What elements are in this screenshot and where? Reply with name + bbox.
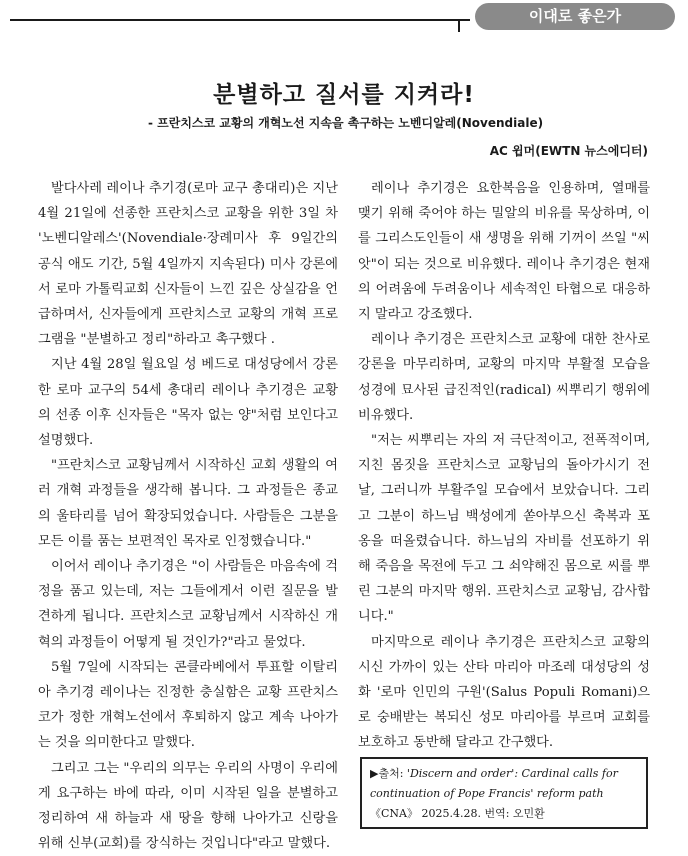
section-badge: 이대로 좋은가 (475, 3, 675, 30)
paragraph: 지난 4월 28일 월요일 성 베드로 대성당에서 강론한 로마 교구의 54세 총대리 레이나 추기경은 교황의 선종 이후 신자들은 "목자 없는 양"처럼 보인다고 설명했다. (38, 357, 338, 449)
paragraph: 그리고 그는 "우리의 의무는 우리의 사명이 우리에게 요구하는 바에 따라, 이미 시작된 일을 분별하고 정리하여 새 하늘과 새 땅을 향해 나아가고 신랑을 위해 신부(교회)를 장식하는 것입니다"라고 말했다. (38, 760, 338, 852)
paragraph: 마지막으로 레이나 추기경은 프란치스코 교황의 시신 가까이 있는 산타 마리아 마조레 대성당의 성화 '로마 인민의 구원'(Salus Populi Romani)으로 숭배받는 복되신 성모 마리아를 부르며 교회를 보호하고 동반해 달라고 간구했다. (358, 634, 650, 751)
paragraph: 발다사레 레이나 추기경(로마 교구 총대리)은 지난 4월 21일에 선종한 프란치스코 교황을 위한 3일 차 '노벤디알레스'(Novendiale·장례미사 후 9일간의 공식 애도 기간, 5월 4일까지 지속된다) 미사 강론에서 로마 가톨릭교회 신자들이 느낀 깊은 상실감을 언급하며서, 신자들에게 프란치스코 교황의 개혁 프로그램을 "분별하고 정리"하라고 촉구했다 . (38, 181, 338, 348)
source-label: ▶출처: (370, 767, 404, 780)
paragraph: 5월 7일에 시작되는 콘클라베에서 투표할 이탈리아 추기경 레이나는 진정한 충실함은 교황 프란치스코가 정한 개혁노선에서 후퇴하지 않고 계속 나아가는 것을 의미한다고 말했다. (38, 659, 338, 751)
source-date-translator: 2025.4.28. 번역: 오민환 (421, 807, 545, 820)
paragraph: "프란치스코 교황님께서 시작하신 교회 생활의 여러 개혁 과정들을 생각해 봅니다. 그 과정들은 종교의 울타리를 넘어 확장되었습니다. 사람들은 그분을 모든 이를 품는 보편적인 목자로 인정했습니다." (38, 458, 338, 549)
paragraph: 레이나 추기경은 프란치스코 교황에 대한 찬사로 강론을 마무리하며, 교황의 마지막 부활절 모습을 성경에 묘사된 급진적인(radical) 씨뿌리기 행위에 비유했다. (358, 332, 650, 423)
header-rule (10, 19, 470, 21)
paragraph: 이어서 레이나 추기경은 "이 사람들은 마음속에 걱정을 품고 있는데, 저는 그들에게서 이런 질문을 발견하게 됩니다. 프란치스코 교황님께서 시작하신 개혁의 과정들이 어떻게 될 것인가?"라고 물었다. (38, 559, 338, 650)
article-title: 분별하고 질서를 지켜라! (213, 82, 475, 108)
paragraph: "저는 씨뿌리는 자의 저 극단적이고, 전폭적이며, 지친 몸짓을 프란치스코 교황님의 돌아가시기 전날, 그러니까 부활주일 모습에서 보았습니다. 그리고 그분이 하느님 백성에게 쏟아부으신 축복과 포옹을 떠올렸습니다. 하느님의 자비를 선포하기 위해 죽음을 목전에 두고 그 쇠약해진 몸으로 씨를 뿌린 그분의 마지막 행위. 프란치스코 교황님, 감사합니다." (358, 433, 650, 625)
source-outlet: 《CNA》 (370, 807, 418, 820)
source-box (360, 757, 648, 829)
right-column (358, 176, 650, 756)
article-byline: AC 윕머(EWTN 뉴스에디터) (489, 144, 648, 158)
paragraph: 레이나 추기경은 요한복음을 인용하며, 열매를 맺기 위해 죽어야 하는 밀알의 비유를 묵상하며, 이를 그리스도인들이 새 생명을 위해 기꺼이 쓰일 "씨앗"이 되는 것으로 비유했다. 레이나 추기경은 현재의 어려움에 두려움이나 세속적인 타협으로 대응하지 말라고 강조했다. (358, 181, 650, 323)
article-subtitle: - 프란치스코 교황의 개혁노선 지속을 촉구하는 노벤디알레(Novendiale) (148, 116, 544, 130)
left-column (38, 176, 338, 856)
header-rule-tick (458, 19, 460, 32)
source-title: 'Discern and order': Cardinal calls for continuation of Pope Francis' reform path (370, 767, 618, 800)
